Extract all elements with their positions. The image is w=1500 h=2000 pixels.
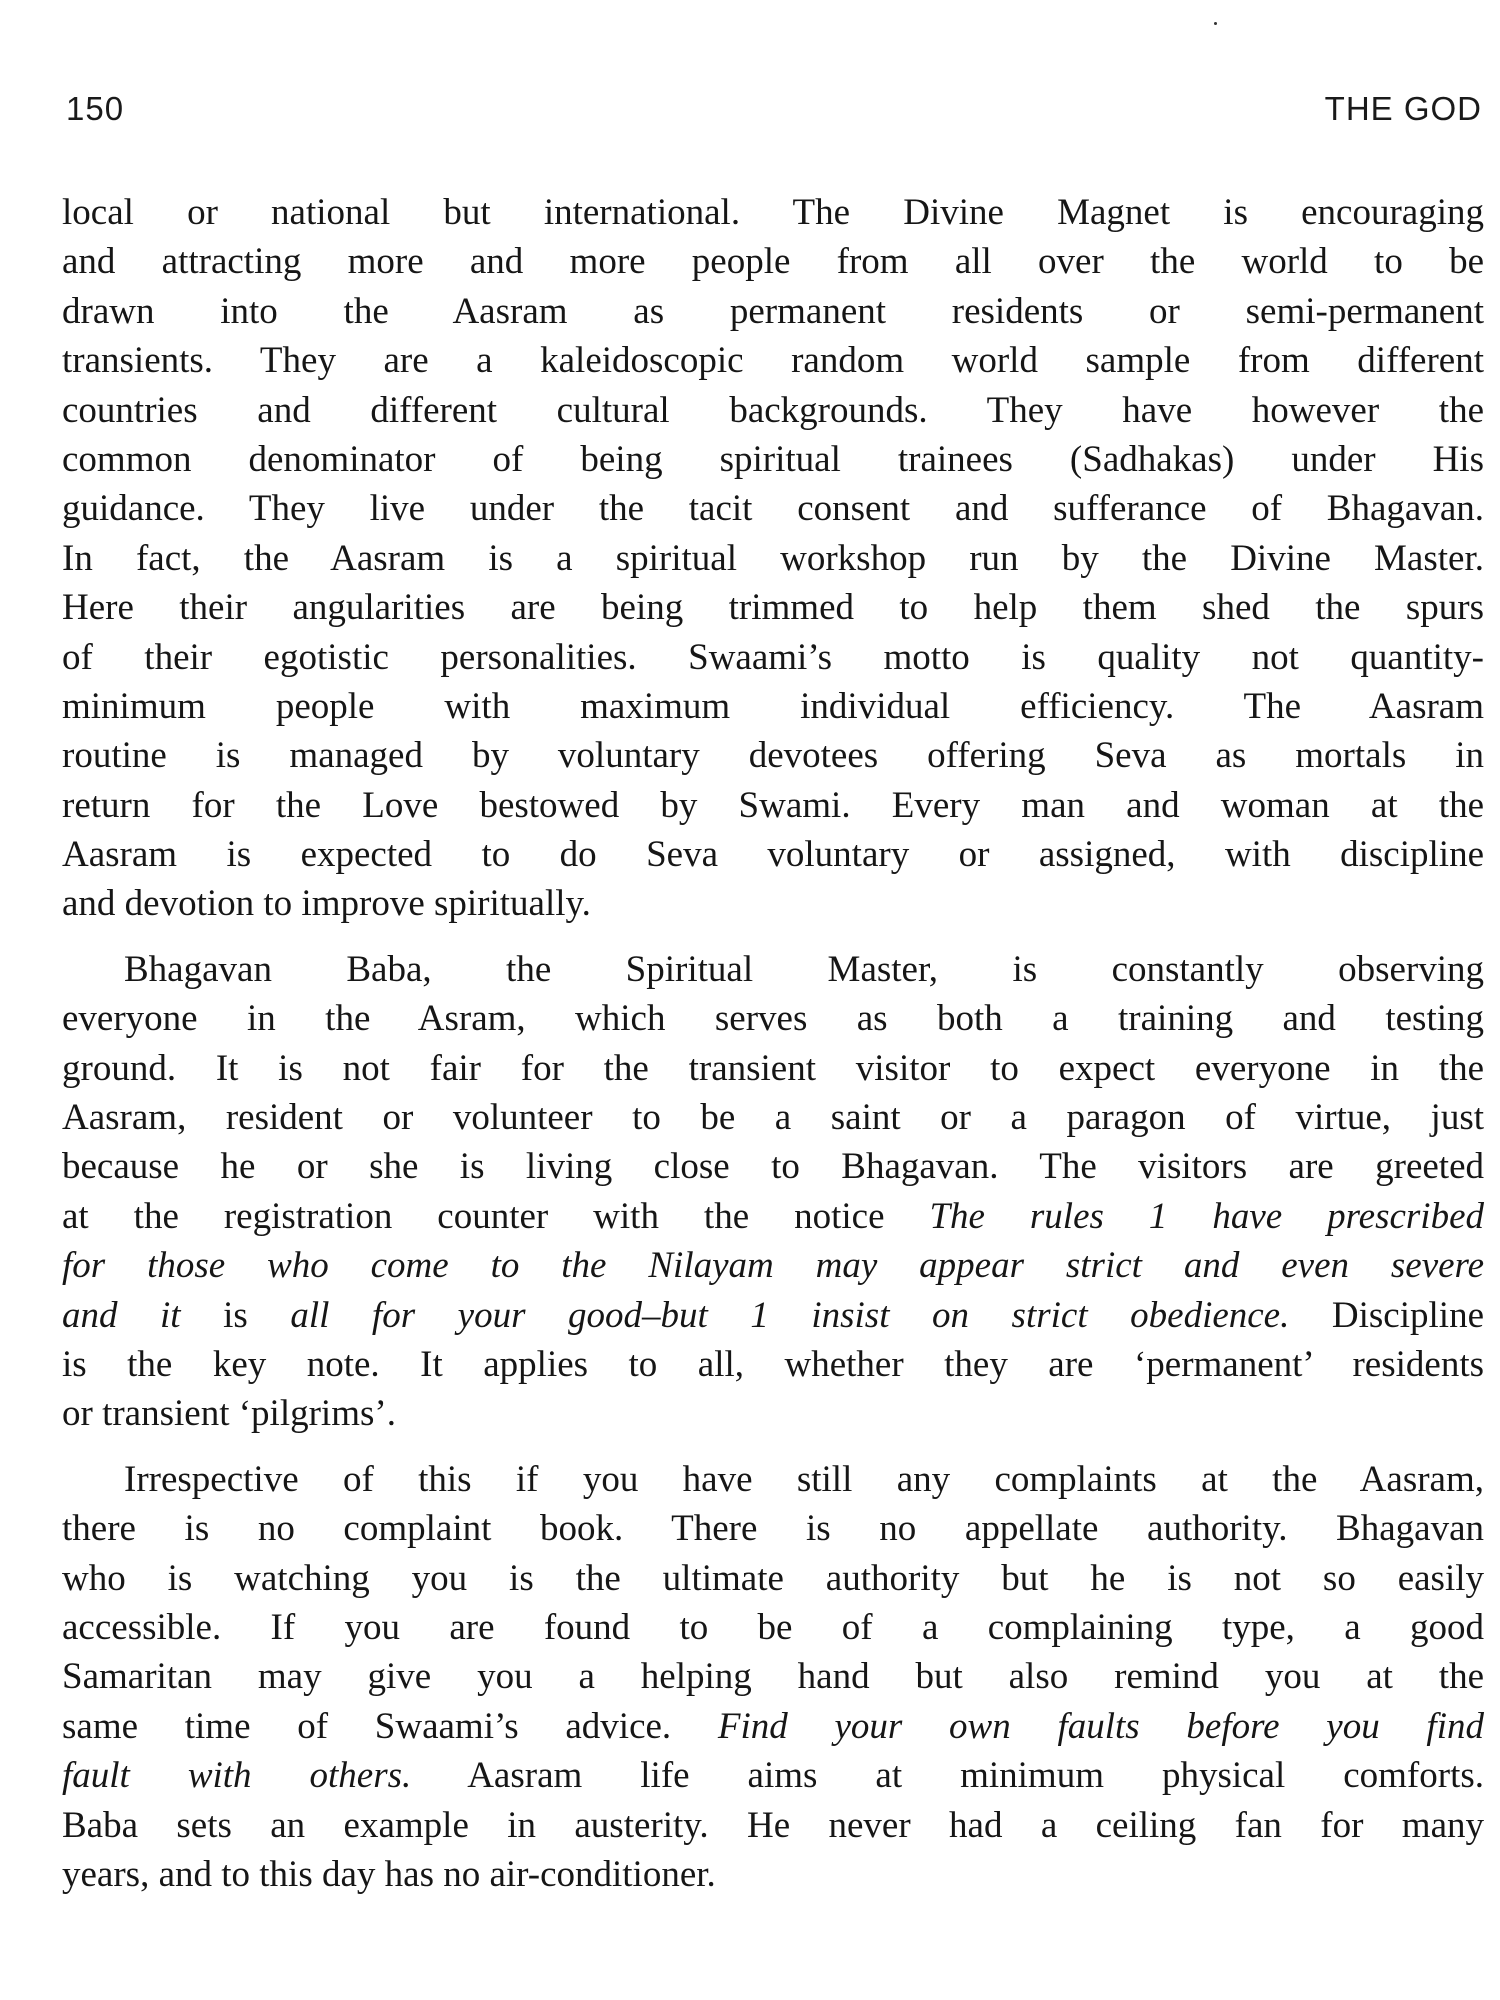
text-line <box>62 1192 1484 1241</box>
text-run: ground. It is not fair for the transient visitor to expect everyone in the <box>62 1047 1484 1089</box>
text-run: Discipline <box>1289 1294 1484 1336</box>
text-run: guidance. They live under the tacit consent and sufferance of Bhagavan. <box>62 488 1484 530</box>
text-line <box>62 1554 1484 1603</box>
text-line <box>62 1504 1484 1553</box>
text-line <box>62 682 1484 731</box>
text-line <box>62 534 1484 583</box>
text-line <box>62 484 1484 533</box>
text-line <box>62 188 1484 237</box>
text-line <box>62 1142 1484 1191</box>
text-line <box>62 1850 1484 1899</box>
text-line <box>62 830 1484 879</box>
text-line <box>62 1389 1484 1438</box>
text-run: because he or she is living close to Bhagavan. The visitors are greeted <box>62 1146 1484 1188</box>
text-run: accessible. If you are found to be of a complaining type, a good <box>62 1606 1484 1648</box>
text-run: is the key note. It applies to all, whether they are ‘permanent’ residents <box>62 1343 1484 1385</box>
text-line <box>62 1801 1484 1850</box>
text-line <box>62 1241 1484 1290</box>
text-run: minimum people with maximum individual efficiency. The Aasram <box>62 685 1484 727</box>
text-line <box>62 336 1484 385</box>
text-line <box>62 583 1484 632</box>
text-run: Aasram life aims at minimum physical comforts. <box>411 1755 1484 1797</box>
scan-speck <box>1214 22 1217 25</box>
text-line <box>62 237 1484 286</box>
italic-text: all for your good–but 1 insist on strict obedience. <box>290 1294 1290 1336</box>
running-head: THE GOD <box>1324 90 1482 127</box>
text-run: there is no complaint book. There is no appellate authority. Bhagavan <box>62 1508 1484 1550</box>
text-line <box>62 633 1484 682</box>
text-run: return for the Love bestowed by Swami. Every man and woman at the <box>62 784 1484 826</box>
italic-text: Find your own faults before you find <box>717 1705 1484 1747</box>
text-line <box>62 1291 1484 1340</box>
text-line <box>62 945 1484 994</box>
text-run: is <box>180 1294 291 1336</box>
text-run: Irrespective of this if you have still any complaints at the Aasram, <box>124 1458 1484 1500</box>
text-run: Aasram, resident or volunteer to be a saint or a paragon of virtue, just <box>62 1097 1484 1139</box>
text-run: transients. They are a kaleidoscopic random world sample from different <box>62 340 1484 382</box>
italic-text: for those who come to the Nilayam may appear strict and even severe <box>62 1245 1484 1287</box>
text-line <box>62 435 1484 484</box>
text-line <box>62 1455 1484 1504</box>
text-line <box>62 1093 1484 1142</box>
text-line <box>62 1340 1484 1389</box>
text-run: Here their angularities are being trimmed to help them shed the spurs <box>62 587 1484 629</box>
text-line <box>62 994 1484 1043</box>
text-run: Bhagavan Baba, the Spiritual Master, is constantly observing <box>124 948 1484 990</box>
text-run: drawn into the Aasram as permanent residents or semi-permanent <box>62 290 1484 332</box>
text-line <box>62 1702 1484 1751</box>
paragraph <box>62 188 1484 929</box>
paragraph <box>62 945 1484 1439</box>
text-line <box>62 1751 1484 1800</box>
page-number: 150 <box>66 90 125 127</box>
text-line <box>62 1603 1484 1652</box>
text-line <box>62 879 1484 928</box>
text-run: routine is managed by voluntary devotees offering Seva as mortals in <box>62 735 1484 777</box>
text-run: everyone in the Asram, which serves as both a training and testing <box>62 998 1484 1040</box>
italic-text: and it <box>62 1294 181 1336</box>
text-run: and devotion to improve spiritually. <box>62 883 591 925</box>
text-line <box>62 781 1484 830</box>
italic-text: The rules 1 have prescribed <box>929 1195 1484 1237</box>
text-run: In fact, the Aasram is a spiritual workshop run by the Divine Master. <box>62 537 1484 579</box>
text-run: Aasram is expected to do Seva voluntary or assigned, with discipline <box>62 834 1484 876</box>
text-run: years, and to this day has no air-conditioner. <box>62 1853 716 1895</box>
text-run: local or national but international. The Divine Magnet is encouraging <box>62 192 1484 233</box>
text-run: of their egotistic personalities. Swaami’s motto is quality not quantity- <box>62 636 1484 678</box>
text-run: Samaritan may give you a helping hand but also remind you at the <box>62 1656 1484 1698</box>
text-run: common denominator of being spiritual trainees (Sadhakas) under His <box>62 438 1484 480</box>
text-line <box>62 386 1484 435</box>
text-run: who is watching you is the ultimate authority but he is not so easily <box>62 1557 1484 1599</box>
paragraph <box>62 1455 1484 1900</box>
text-line <box>62 1044 1484 1093</box>
text-run: Baba sets an example in austerity. He never had a ceiling fan for many <box>62 1804 1484 1846</box>
text-run: or transient ‘pilgrims’. <box>62 1393 396 1435</box>
text-line <box>62 287 1484 336</box>
italic-text: fault with others. <box>62 1755 412 1797</box>
text-run: and attracting more and more people from all over the world to be <box>62 241 1484 283</box>
text-line <box>62 1652 1484 1701</box>
body-text <box>62 188 1484 1915</box>
text-run: same time of Swaami’s advice. <box>62 1705 718 1747</box>
text-run: at the registration counter with the notice <box>62 1195 930 1237</box>
text-line <box>62 731 1484 780</box>
text-run: countries and different cultural backgrounds. They have however the <box>62 389 1484 431</box>
